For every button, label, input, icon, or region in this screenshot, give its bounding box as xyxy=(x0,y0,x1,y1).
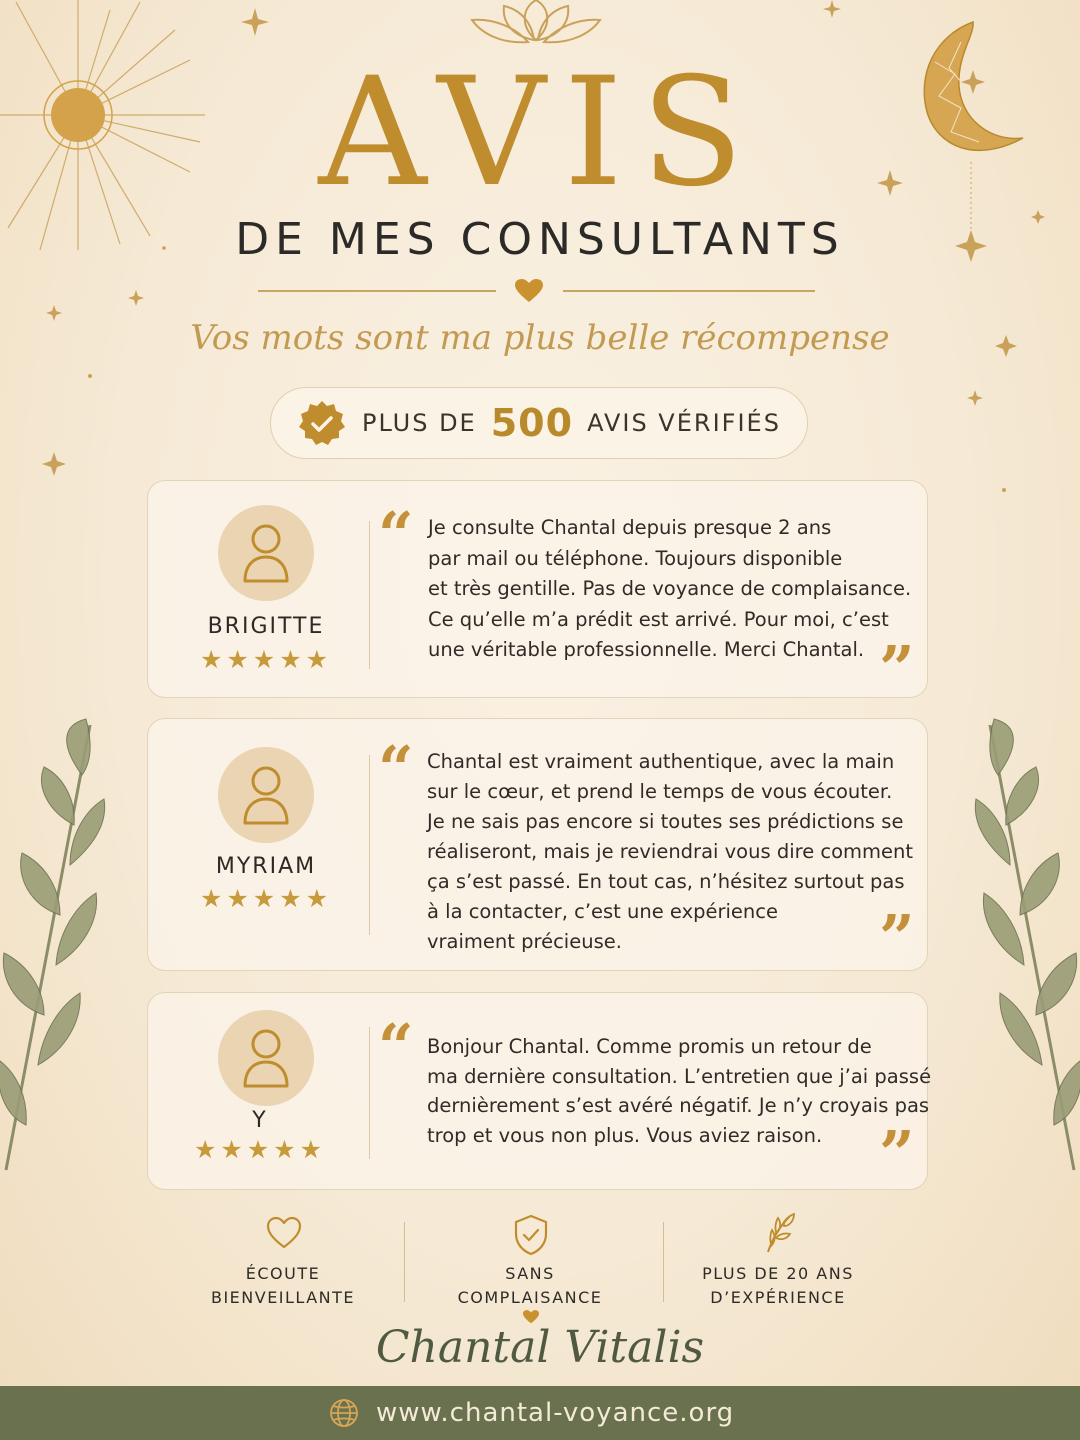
badge-prefix: PLUS DE xyxy=(362,409,477,437)
reviewer-name: BRIGITTE xyxy=(207,614,325,639)
review-text: Chantal est vraiment authentique, avec la main sur le cœur, et prend le temps de vous écouter. Je ne sais pas encore si toutes ses prédictions se réaliseront, mais je reviendrai vous dire comment ça s’est passé. En tout cas, n’hésitez surtout pas à la contacter, c’est une expérience vraiment précieuse. xyxy=(427,750,914,953)
card-divider xyxy=(369,755,370,935)
heart-icon xyxy=(515,279,543,303)
heart-outline-icon xyxy=(266,1216,302,1250)
verified-check-icon xyxy=(298,400,346,448)
open-quote-icon: “ xyxy=(378,498,414,571)
user-icon xyxy=(242,1028,290,1088)
card-divider xyxy=(369,1027,370,1159)
user-icon xyxy=(242,523,290,583)
avatar xyxy=(218,1010,314,1106)
close-quote-icon: ” xyxy=(879,901,915,974)
page-subtitle: DE MES CONSULTANTS xyxy=(235,214,845,265)
avatar xyxy=(218,747,314,843)
star-rating: ★★★★★ xyxy=(199,884,333,913)
signature: Chantal Vitalis xyxy=(375,1322,705,1373)
close-quote-icon: ” xyxy=(879,1117,915,1190)
website-link[interactable]: www.chantal-voyance.org xyxy=(376,1398,735,1428)
open-quote-icon: “ xyxy=(378,1010,414,1083)
leaf-sprig-icon xyxy=(762,1212,796,1254)
badge-count: 500 xyxy=(490,401,574,445)
review-text: Bonjour Chantal. Comme promis un retour de ma dernière consultation. L’entretien que j’ai passé dernièrement s’est avéré négatif. Je n’y croyais pas trop et vous non plus. Vous aviez raison. xyxy=(427,1035,932,1147)
open-quote-icon: “ xyxy=(378,732,414,805)
user-icon xyxy=(242,765,290,825)
star-rating: ★★★★★ xyxy=(199,645,333,674)
feature-no-complacency: SANS COMPLAISANCE xyxy=(457,1264,603,1307)
review-text: Je consulte Chantal depuis presque 2 ans par mail ou téléphone. Toujours disponible et très gentille. Pas de voyance de complaisance. Ce qu’elle m’a prédit est arrivé. Pour moi, c’est une véritable professionnelle. Merci Chantal. xyxy=(428,516,912,661)
reviewer-name: Y xyxy=(252,1108,268,1133)
feature-listening: ÉCOUTE BIENVEILLANTE xyxy=(210,1264,356,1307)
reviewer-name: MYRIAM xyxy=(215,854,317,879)
avatar xyxy=(218,505,314,601)
divider-right xyxy=(563,290,815,292)
divider-left xyxy=(258,290,496,292)
card-divider xyxy=(369,521,370,669)
star-rating: ★★★★★ xyxy=(193,1135,327,1164)
shield-check-icon xyxy=(513,1214,549,1256)
right-leaf-branch xyxy=(970,715,1080,1175)
badge-suffix: AVIS VÉRIFIÉS xyxy=(587,409,781,437)
page-title: AVIS xyxy=(318,46,762,220)
verified-reviews-text xyxy=(362,398,781,448)
globe-icon xyxy=(329,1398,359,1428)
left-leaf-branch xyxy=(0,715,110,1175)
feature-experience: PLUS DE 20 ANS D’EXPÉRIENCE xyxy=(702,1264,854,1307)
tagline: Vos mots sont ma plus belle récompense xyxy=(190,318,890,358)
close-quote-icon: ” xyxy=(879,632,915,705)
feature-divider xyxy=(404,1222,405,1302)
